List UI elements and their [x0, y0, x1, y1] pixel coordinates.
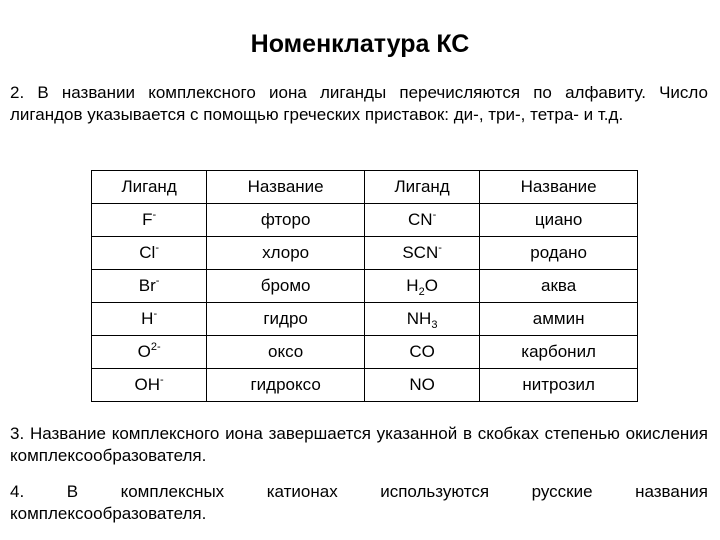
rule-4-line-1	[10, 481, 708, 503]
table-row	[92, 369, 638, 402]
ligand-cell: Cl-	[92, 237, 207, 270]
header-name-2: Название	[480, 171, 638, 204]
rule-4-word: названия	[635, 482, 708, 501]
ligand-table	[91, 170, 638, 402]
table-row	[92, 336, 638, 369]
ligand-cell: F-	[92, 204, 207, 237]
ligand-cell: SCN-	[364, 237, 479, 270]
name-cell: гидро	[207, 303, 365, 336]
rule-4-word: катионах	[266, 482, 338, 501]
name-cell: аммин	[480, 303, 638, 336]
rule-4-word: русские	[531, 482, 593, 501]
ligand-cell: $H_2O$	[364, 270, 479, 303]
name-cell: гидроксо	[207, 369, 365, 402]
table-row	[92, 270, 638, 303]
ligand-cell: $NH_3$	[364, 303, 479, 336]
ligand-cell: H-	[92, 303, 207, 336]
ligand-cell: NO	[364, 369, 479, 402]
rule-3-paragraph: 3. Название комплексного иона завершается указанной в скобках степенью окисления комплексообразователя.	[10, 424, 708, 465]
name-cell: аква	[480, 270, 638, 303]
rule-2-paragraph: 2. В названии комплексного иона лиганды перечисляются по алфавиту. Число лигандов указывается с помощью греческих приставок: ди-, три-, тетра- и т.д.	[10, 83, 708, 124]
table-row	[92, 237, 638, 270]
name-cell: нитрозил	[480, 369, 638, 402]
ligand-cell: Br-	[92, 270, 207, 303]
table-header-row	[92, 171, 638, 204]
ligand-cell: OH-	[92, 369, 207, 402]
ligand-cell: CN-	[364, 204, 479, 237]
rule-4-word: 4.	[10, 482, 25, 501]
table-row	[92, 303, 638, 336]
rule-4-word: используются	[380, 482, 490, 501]
name-cell: хлоро	[207, 237, 365, 270]
name-cell: фторо	[207, 204, 365, 237]
name-cell: бромо	[207, 270, 365, 303]
name-cell: оксо	[207, 336, 365, 369]
ligand-cell: CO	[364, 336, 479, 369]
name-cell: карбонил	[480, 336, 638, 369]
header-ligand-2: Лиганд	[364, 171, 479, 204]
rule-4-word: комплексных	[120, 482, 225, 501]
page-title: Номенклатура КС	[250, 30, 470, 58]
rule-4-paragraph	[10, 481, 708, 525]
ligand-cell: $O^{2-}$	[92, 336, 207, 369]
rule-4-word: В	[66, 482, 79, 501]
name-cell: родано	[480, 237, 638, 270]
header-name-1: Название	[207, 171, 365, 204]
name-cell: циано	[480, 204, 638, 237]
rule-4-line-2: комплексообразователя.	[10, 504, 207, 523]
table-row	[92, 204, 638, 237]
header-ligand-1: Лиганд	[92, 171, 207, 204]
